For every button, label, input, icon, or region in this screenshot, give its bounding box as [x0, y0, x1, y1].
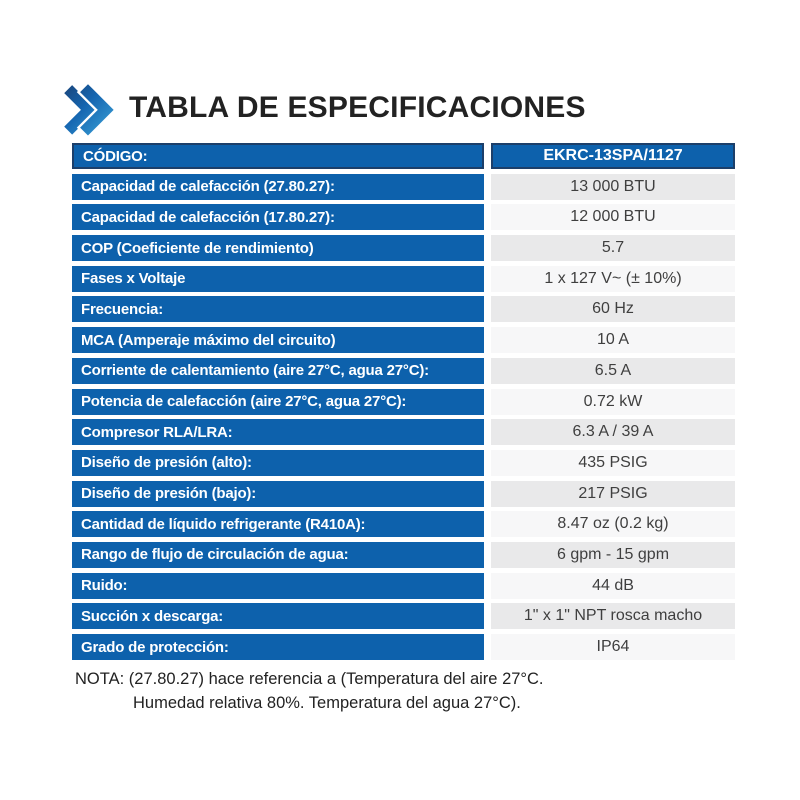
table-row: [72, 542, 735, 568]
table-row: [72, 143, 735, 169]
spec-value: 6.3 A / 39 A: [491, 419, 735, 445]
spec-label: Capacidad de calefacción (17.80.27):: [72, 204, 484, 230]
spec-value: IP64: [491, 634, 735, 660]
table-row: [72, 573, 735, 599]
table-row: [72, 450, 735, 476]
spec-label: Cantidad de líquido refrigerante (R410A):: [72, 511, 484, 537]
spec-label: Compresor RLA/LRA:: [72, 419, 484, 445]
table-row: [72, 634, 735, 660]
spec-value: 0.72 kW: [491, 389, 735, 415]
spec-value: 435 PSIG: [491, 450, 735, 476]
spec-label: Fases x Voltaje: [72, 266, 484, 292]
table-row: [72, 358, 735, 384]
table-row: [72, 481, 735, 507]
page-title: TABLA DE ESPECIFICACIONES: [129, 91, 586, 124]
table-row: [72, 174, 735, 200]
spec-label: Potencia de calefacción (aire 27°C, agua 27°C):: [72, 389, 484, 415]
spec-value: 12 000 BTU: [491, 204, 735, 230]
table-row: [72, 235, 735, 261]
table-row: [72, 603, 735, 629]
spec-value: 13 000 BTU: [491, 174, 735, 200]
spec-value: 6 gpm - 15 gpm: [491, 542, 735, 568]
footnote-line-1: NOTA: (27.80.27) hace referencia a (Temperatura del aire 27°C.: [75, 670, 544, 688]
table-row: [72, 419, 735, 445]
spec-value: 1 x 127 V~ (± 10%): [491, 266, 735, 292]
spec-label: COP (Coeficiente de rendimiento): [72, 235, 484, 261]
spec-label: Capacidad de calefacción (27.80.27):: [72, 174, 484, 200]
spec-label: Diseño de presión (alto):: [72, 450, 484, 476]
table-row: [72, 266, 735, 292]
table-row: [72, 327, 735, 353]
spec-label: Diseño de presión (bajo):: [72, 481, 484, 507]
double-chevron-icon: [60, 80, 116, 136]
specifications-table: [72, 143, 735, 660]
spec-value: 8.47 oz (0.2 kg): [491, 511, 735, 537]
spec-value: 6.5 A: [491, 358, 735, 384]
footnote: [75, 668, 544, 716]
spec-value: 44 dB: [491, 573, 735, 599]
table-row: [72, 204, 735, 230]
table-row: [72, 511, 735, 537]
spec-value: 60 Hz: [491, 296, 735, 322]
spec-label: Rango de flujo de circulación de agua:: [72, 542, 484, 568]
header: [60, 80, 586, 136]
spec-value: 10 A: [491, 327, 735, 353]
spec-value: 5.7: [491, 235, 735, 261]
spec-label: MCA (Amperaje máximo del circuito): [72, 327, 484, 353]
spec-label: Succión x descarga:: [72, 603, 484, 629]
footnote-line-2: Humedad relativa 80%. Temperatura del agua 27°C).: [133, 693, 521, 712]
spec-value: EKRC-13SPA/1127: [491, 143, 735, 169]
spec-value: 1" x 1" NPT rosca macho: [491, 603, 735, 629]
spec-label: CÓDIGO:: [72, 143, 484, 169]
spec-label: Grado de protección:: [72, 634, 484, 660]
spec-value: 217 PSIG: [491, 481, 735, 507]
table-row: [72, 389, 735, 415]
table-row: [72, 296, 735, 322]
spec-label: Frecuencia:: [72, 296, 484, 322]
spec-label: Ruido:: [72, 573, 484, 599]
spec-label: Corriente de calentamiento (aire 27°C, agua 27°C):: [72, 358, 484, 384]
